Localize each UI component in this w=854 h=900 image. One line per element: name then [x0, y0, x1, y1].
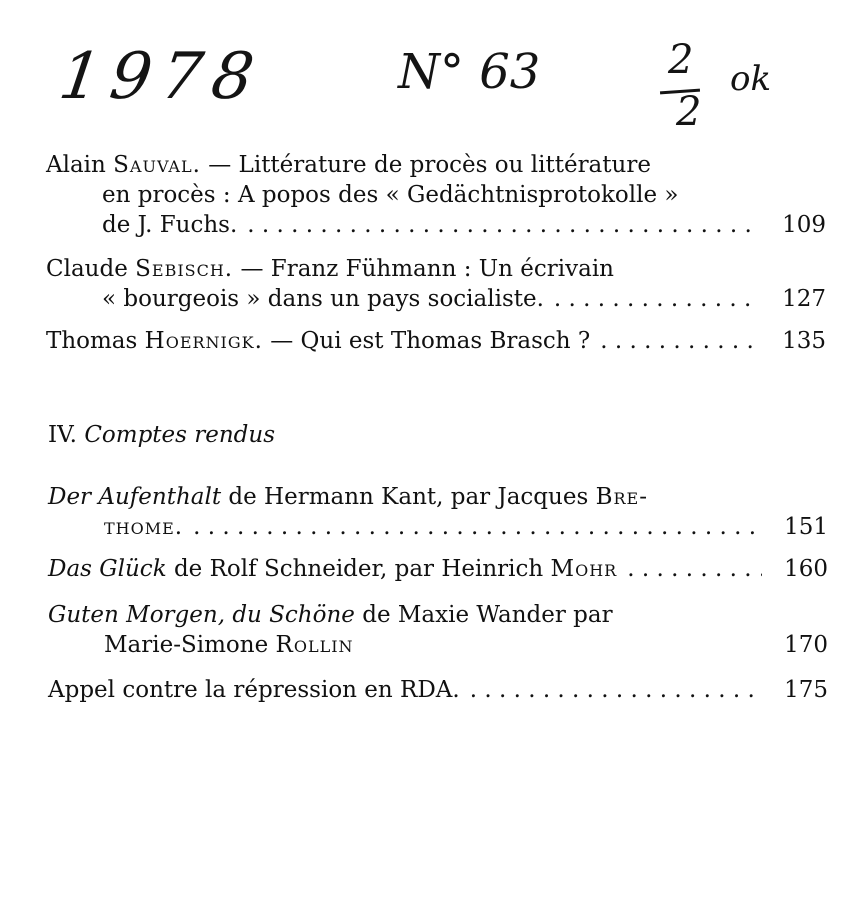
- toc-review-aufenthalt: [48, 482, 828, 542]
- page-number: 175: [784, 677, 828, 703]
- handwritten-fraction-numerator: 2: [668, 37, 694, 83]
- toc-entry-appel: [48, 675, 828, 705]
- page-number: 151: [784, 514, 828, 540]
- page-number: 127: [782, 286, 826, 312]
- dot-leader: [247, 210, 760, 240]
- toc-entry-sauval: [46, 150, 826, 240]
- entry-title-continued: de J. Fuchs.: [102, 212, 238, 238]
- handwritten-fraction-denominator: 2: [676, 89, 702, 135]
- toc-line: [46, 150, 826, 180]
- review-description: de Maxie Wander par: [362, 602, 613, 628]
- author-first-name: Thomas: [46, 328, 138, 354]
- section-heading: [48, 420, 275, 450]
- author-last-name: Hoernigk.: [144, 328, 263, 354]
- entry-title-continued: « bourgeois » dans un pays socialiste.: [102, 286, 544, 312]
- dot-leader: [600, 326, 760, 356]
- toc-line: [46, 284, 826, 314]
- toc-entry-sebisch: [46, 254, 826, 314]
- toc-line: [46, 180, 826, 210]
- reviewer-first-name: Marie-Simone: [104, 632, 269, 658]
- author-last-name: Sauval.: [113, 152, 201, 178]
- handwritten-ok: ok: [730, 59, 772, 99]
- toc-line: [48, 554, 828, 584]
- entry-title: — Littérature de procès ou littérature: [208, 152, 651, 178]
- toc-review-glueck: [48, 554, 828, 584]
- toc-line: [48, 630, 828, 660]
- section-title: Comptes rendus: [84, 422, 276, 448]
- entry-title: — Franz Fühmann : Un écrivain: [240, 256, 614, 282]
- handwritten-issue-number: N° 63: [398, 44, 541, 100]
- entry-title: — Qui est Thomas Brasch ?: [270, 328, 591, 354]
- author-first-name: Alain: [46, 152, 106, 178]
- reviewer-name-continued: thome.: [104, 514, 184, 540]
- reviewer-name: Bre-: [595, 484, 648, 510]
- entry-title-continued: en procès : A popos des « Gedächtnisprotokolle »: [102, 182, 679, 208]
- reviewer-name: Mohr: [550, 556, 618, 582]
- dot-leader: [470, 675, 762, 705]
- dot-leader: [627, 554, 762, 584]
- work-title: Das Glück: [48, 556, 167, 582]
- review-description: de Rolf Schneider, par Heinrich: [173, 556, 544, 582]
- review-description: de Hermann Kant, par Jacques: [228, 484, 589, 510]
- toc-line: [48, 482, 828, 512]
- entry-title: Appel contre la répression en RDA.: [48, 677, 460, 703]
- toc-entry-hoernigk: [46, 326, 826, 356]
- dot-leader: [554, 284, 760, 314]
- toc-line: [48, 512, 828, 542]
- toc-line: [48, 600, 828, 630]
- work-title: Der Aufenthalt: [48, 484, 222, 510]
- toc-line: [48, 675, 828, 705]
- section-numeral: IV.: [48, 422, 77, 448]
- author-last-name: Sebisch.: [135, 256, 234, 282]
- page-number: 135: [782, 328, 826, 354]
- handwritten-year: 1978: [54, 40, 269, 114]
- page-number: 160: [784, 556, 828, 582]
- toc-line: [46, 326, 826, 356]
- author-first-name: Claude: [46, 256, 128, 282]
- page-number: 170: [784, 632, 828, 658]
- toc-review-guten-morgen: [48, 600, 828, 660]
- toc-line: [46, 210, 826, 240]
- work-title: Guten Morgen, du Schöne: [48, 602, 355, 628]
- dot-leader: [193, 512, 762, 542]
- page-number: 109: [782, 212, 826, 238]
- reviewer-last-name: Rollin: [275, 632, 354, 658]
- toc-line: [46, 254, 826, 284]
